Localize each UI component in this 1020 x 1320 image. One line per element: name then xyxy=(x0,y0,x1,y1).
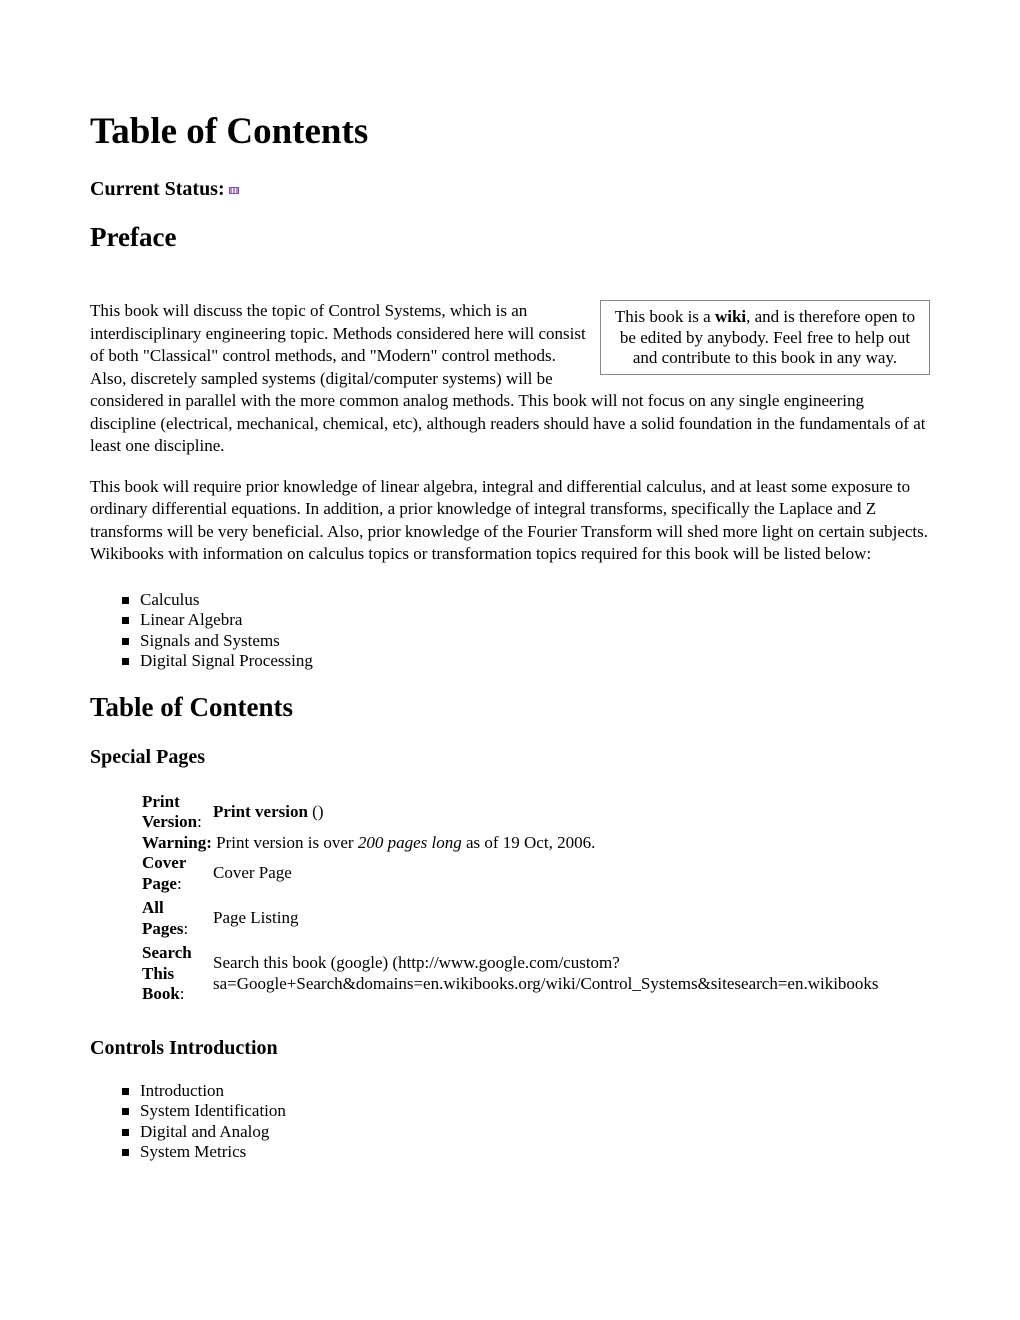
preface-paragraph-2: This book will require prior knowledge of linear algebra, integral and differential calculus, and at least some exposure to ordinary differential equations. In addition, a prior knowledge of integral transforms, specifically the Laplace and Z transforms will be very beneficial. Also, prior knowledge of the Fourier Transform will shed more light on certain subjects. Wikibooks with information on calculus topics or transformation topics required for this book will be listed below: xyxy=(90,476,929,563)
print-version-value: Print version () xyxy=(213,801,324,821)
all-pages-label: All Pages: xyxy=(142,898,189,938)
wiki-notice-box: This book is a wiki, and is therefore open to be edited by anybody. Feel free to help out and contribute to this book in any way. xyxy=(600,300,930,375)
table-row xyxy=(142,792,928,833)
status-label: Current Status: xyxy=(90,178,225,200)
status-bar-icon xyxy=(229,187,239,194)
search-book-link[interactable]: Search this book (google) (http://www.google.com/custom? sa=Google+Search&domains=en.wikibooks.org/wiki/Control_Systems&sitesearch=en.wikibooks xyxy=(213,953,879,993)
special-pages-heading: Special Pages xyxy=(90,745,205,768)
search-book-label: Search This Book: xyxy=(142,943,192,1003)
list-item[interactable]: Signals and Systems xyxy=(122,631,930,652)
prereq-list xyxy=(90,590,930,672)
cover-page-link[interactable]: Cover Page xyxy=(213,863,292,883)
controls-intro-heading: Controls Introduction xyxy=(90,1036,278,1059)
current-status xyxy=(90,176,930,202)
list-item[interactable]: System Metrics xyxy=(122,1142,930,1163)
table-row xyxy=(142,939,928,1005)
page-listing-link[interactable]: Page Listing xyxy=(213,908,299,928)
preface-body xyxy=(90,300,930,566)
list-item[interactable]: Digital Signal Processing xyxy=(122,651,930,672)
list-item[interactable]: Digital and Analog xyxy=(122,1122,930,1143)
controls-intro-list xyxy=(90,1081,930,1163)
table-row xyxy=(142,833,928,854)
toc-heading: Table of Contents xyxy=(90,691,294,722)
page-title: Table of Contents xyxy=(90,111,369,152)
list-item[interactable]: Introduction xyxy=(122,1081,930,1102)
table-row xyxy=(142,894,928,939)
cover-page-label: Cover Page: xyxy=(142,853,187,893)
table-row xyxy=(142,853,928,894)
preface-paragraph-1: This book will discuss the topic of Control Systems, which is an interdisciplinary engineering topic. Methods considered here will consist of both "Classical" control methods, and "Modern" control methods. Also, discretely sampled systems (digital/computer systems) will be considered in parallel with the more common analog methods. This book will not focus on any single engineering discipline (electrical, mechanical, chemical, etc), although readers should have a solid foundation in the fundamentals of at least one discipline. xyxy=(90,301,926,455)
wiki-link[interactable]: wiki xyxy=(714,307,747,326)
list-item[interactable]: Linear Algebra xyxy=(122,610,930,631)
print-warning: Warning: Print version is over 200 pages long as of 19 Oct, 2006. xyxy=(142,832,596,852)
preface-heading: Preface xyxy=(90,222,177,252)
print-version-label: Print Version: xyxy=(142,791,202,831)
page-content xyxy=(90,108,930,1163)
list-item[interactable]: Calculus xyxy=(122,590,930,611)
print-version-link[interactable]: Print version xyxy=(213,801,308,821)
list-item[interactable]: System Identification xyxy=(122,1101,930,1122)
special-pages-table xyxy=(142,792,928,1005)
